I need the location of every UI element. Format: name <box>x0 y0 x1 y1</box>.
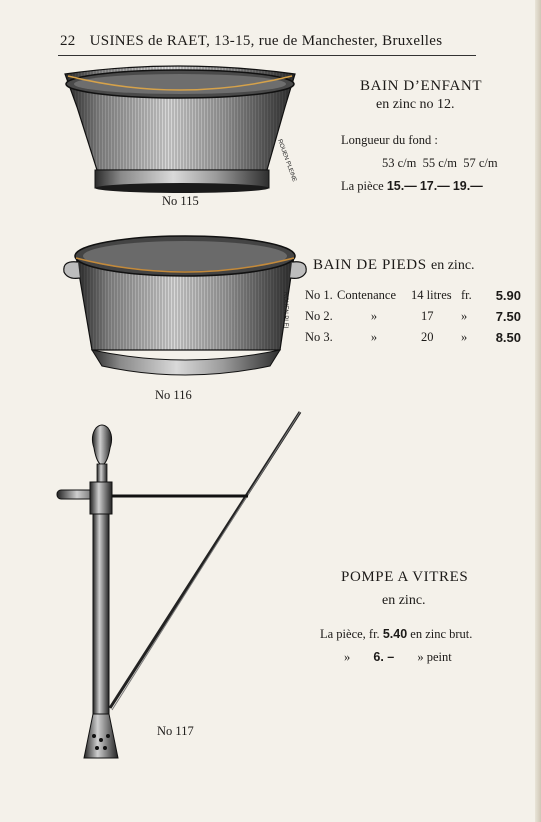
item-115-sizes <box>382 156 498 171</box>
svg-text:ROUEN PLEI: ROUEN PLEI <box>282 292 288 329</box>
row-price: 8.50 <box>495 330 521 345</box>
row-number: No 3. <box>305 330 333 344</box>
size-value: 57 c/m <box>463 156 498 170</box>
price-prefix: La pièce <box>341 179 384 193</box>
row-number: No 1. <box>305 288 333 302</box>
row-currency: » <box>461 330 468 344</box>
item-117-name: POMPE A VITRES <box>341 569 469 585</box>
price-suffix: en zinc brut. <box>410 627 473 641</box>
price-prefix: » <box>344 650 351 664</box>
row-desc: » <box>370 330 378 344</box>
row-litres: 14 litres <box>411 288 452 302</box>
row-litres: 20 <box>421 330 434 344</box>
item-115-material: en zinc no 12. <box>376 97 455 112</box>
row-desc: » <box>370 309 378 323</box>
page-header <box>60 33 475 53</box>
page-number: 22 <box>60 33 76 49</box>
item-117-price-line-2 <box>344 650 452 665</box>
row-currency: fr. <box>461 288 472 302</box>
item-116-title <box>313 257 475 274</box>
header-title: USINES de RAET, 13-15, rue de Manchester, Bruxelles <box>89 33 443 49</box>
size-value: 55 c/m <box>422 156 457 170</box>
pompe-vitres-illustration <box>52 408 307 768</box>
price-value: 5.40 <box>382 627 408 641</box>
item-117-number: No 117 <box>157 724 194 738</box>
bain-pieds-illustration <box>58 232 303 387</box>
price-prefix: La pièce, fr. <box>320 627 380 641</box>
table-row <box>305 287 521 308</box>
bain-enfant-illustration <box>55 62 300 202</box>
row-litres: 17 <box>421 309 434 323</box>
svg-text:ROUEN PLEINE: ROUEN PLEINE <box>276 138 298 183</box>
row-currency: » <box>461 309 468 323</box>
row-price: 7.50 <box>495 309 521 324</box>
item-115-length-label: Longueur du fond : <box>341 133 438 147</box>
row-price: 5.90 <box>495 288 521 303</box>
size-value: 53 c/m <box>382 156 417 170</box>
table-row <box>305 329 521 350</box>
item-117-price-line-1 <box>320 627 472 642</box>
item-116-number: No 116 <box>155 388 192 402</box>
price-value: 17.— <box>419 179 450 193</box>
price-value: 6. – <box>373 650 395 664</box>
price-value: 15.— <box>386 179 417 193</box>
header-rule <box>58 55 476 56</box>
item-117-material: en zinc. <box>382 593 426 608</box>
price-suffix: » peint <box>417 650 452 664</box>
item-115-prices <box>341 179 483 194</box>
page-edge <box>535 0 541 822</box>
row-desc: Contenance <box>337 288 397 302</box>
row-number: No 2. <box>305 309 333 323</box>
item-115-name: BAIN D’ENFANT <box>360 78 483 94</box>
table-row <box>305 308 521 329</box>
item-116-name: BAIN DE PIEDS <box>313 257 427 273</box>
price-value: 19.— <box>452 179 483 193</box>
item-116-price-table <box>305 287 521 350</box>
item-116-material: en zinc. <box>431 258 475 273</box>
item-115-number: No 115 <box>162 194 199 208</box>
